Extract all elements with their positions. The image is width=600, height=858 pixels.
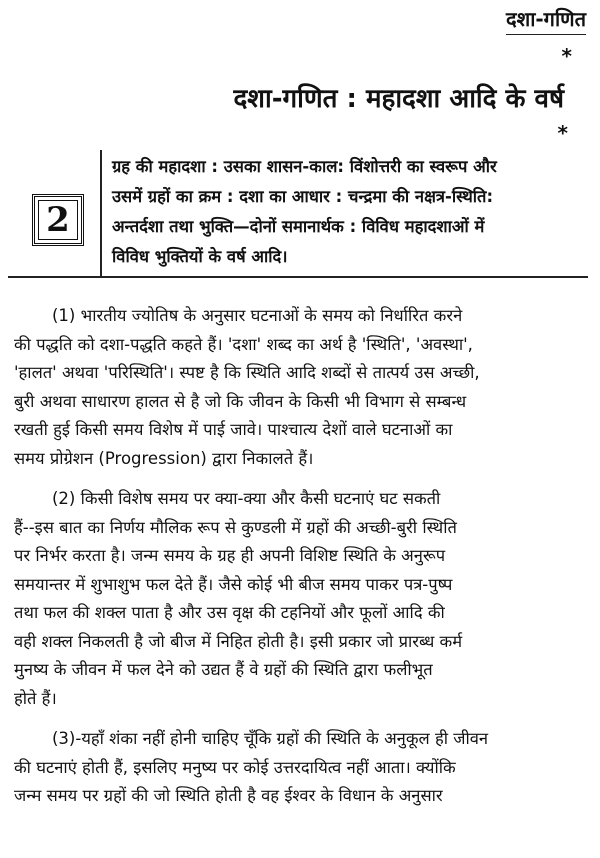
chapter-topics bbox=[112, 152, 586, 272]
text-line: (3)-यहाँ शंका नहीं होनी चाहिए चूँकि ग्रहों की स्थिति के अनुकूल ही जीवन bbox=[52, 729, 489, 748]
topics-line: उसमें ग्रहों का क्रम : दशा का आधार : चन्द्रमा की नक्षत्र-स्थिति: bbox=[112, 187, 494, 206]
text-line: 'हालत' अथवा 'परिस्थिति'। स्पष्ट है कि स्थिति आदि शब्दों से तात्पर्य उस अच्छी, bbox=[14, 363, 480, 382]
text-line: समयान्तर में शुभाशुभ फल देते हैं। जैसे कोई भी बीज समय पाकर पत्र-पुष्प bbox=[14, 574, 453, 594]
body-text bbox=[14, 302, 588, 823]
text-line: समय प्रोग्रेशन (Progression) द्वारा निकालते हैं। bbox=[14, 448, 314, 468]
topics-line: विविध भुक्तियों के वर्ष आदि। bbox=[112, 247, 288, 266]
running-header: दशा-गणित bbox=[506, 6, 586, 35]
divider bbox=[100, 150, 102, 276]
chapter-title: दशा-गणित : महादशा आदि के वर्ष bbox=[233, 84, 564, 114]
paragraph-1 bbox=[14, 302, 588, 473]
ornament-star: * bbox=[561, 44, 572, 68]
paragraph-2 bbox=[14, 485, 588, 713]
text-line: की घटनाएं होती हैं, इसलिए मनुष्य पर कोई उत्तरदायित्व नहीं आता। क्योंकि bbox=[14, 757, 456, 777]
text-line: (1) भारतीय ज्योतिष के अनुसार घटनाओं के समय को निर्धारित करने bbox=[52, 306, 463, 325]
text-line: रखती हुई किसी समय विशेष में पाई जावे। पाश्चात्य देशों वाले घटनाओं का bbox=[14, 420, 453, 439]
topics-line: अन्तर्दशा तथा भुक्ति—दोनों समानार्थक : विविध महादशाओं में bbox=[112, 217, 485, 236]
text-line: होते हैं। bbox=[14, 688, 57, 708]
text-line: जन्म समय पर ग्रहों की जो स्थिति होती है वह ईश्वर के विधान के अनुसार bbox=[14, 786, 443, 805]
text-line: पर निर्भर करता है। जन्म समय के ग्रह ही अपनी विशिष्ट स्थिति के अनुरूप bbox=[14, 546, 446, 565]
text-line: तथा फल की शक्ल पाता है और उस वृक्ष की टहनियों और फूलों आदि की bbox=[14, 603, 445, 622]
chapter-summary-box bbox=[8, 150, 588, 278]
text-line: की पद्धति को दशा-पद्धति कहते हैं। 'दशा' शब्द का अर्थ है 'स्थिति', 'अवस्था', bbox=[14, 334, 473, 354]
text-line: बुरी अथवा साधारण हालत से है जो कि जीवन के किसी भी विभाग से सम्बन्ध bbox=[14, 391, 467, 411]
text-line: मुनष्य के जीवन में फल देने को उद्यत हैं वे ग्रहों की स्थिति द्वारा फलीभूत bbox=[14, 660, 433, 679]
ornament-star: * bbox=[557, 121, 568, 145]
text-line: वही शक्ल निकलती है जो बीज में निहित होती है। इसी प्रकार जो प्रारब्ध कर्म bbox=[14, 631, 463, 651]
chapter-number: 2 bbox=[32, 194, 84, 246]
topics-line: ग्रह की महादशा : उसका शासन-काल: विंशोत्तरी का स्वरूप और bbox=[112, 157, 497, 176]
text-line: हैं--इस बात का निर्णय मौलिक रूप से कुण्डली में ग्रहों की अच्छी-बुरी स्थिति bbox=[14, 517, 457, 537]
text-line: (2) किसी विशेष समय पर क्या-क्या और कैसी घटनाएं घट सकती bbox=[52, 489, 441, 508]
paragraph-3 bbox=[14, 725, 588, 811]
